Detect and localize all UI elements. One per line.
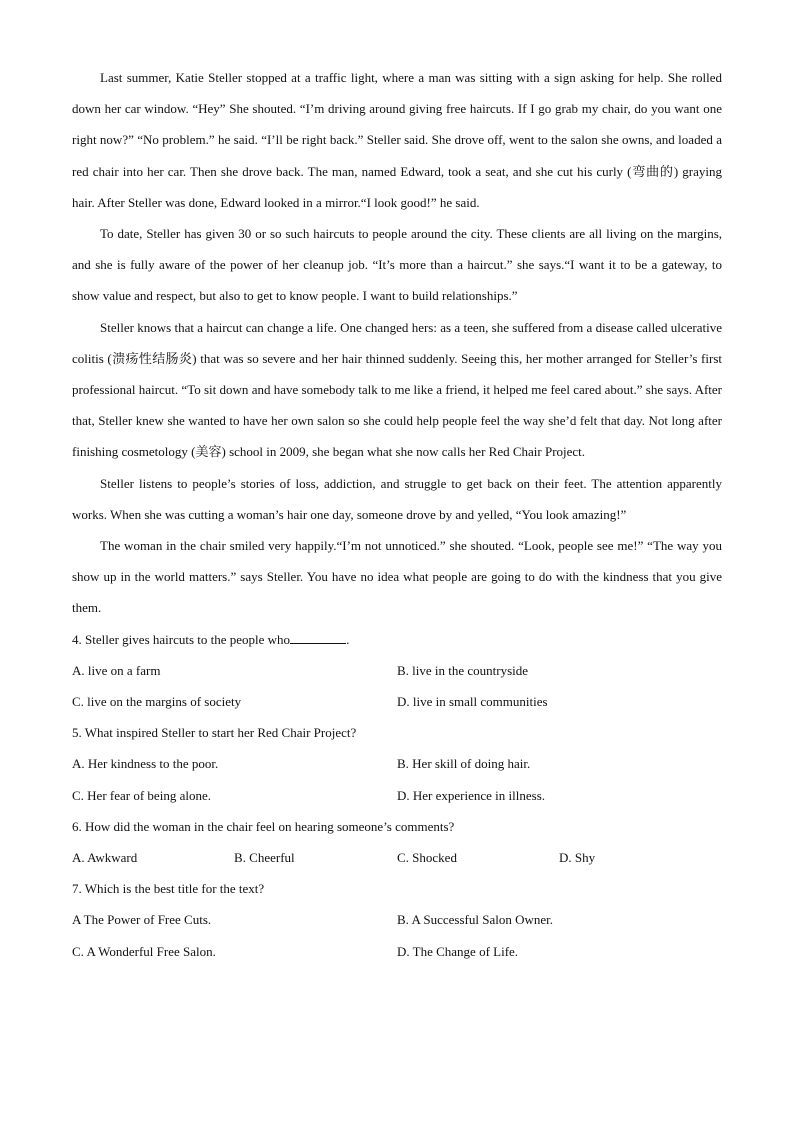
question-stem-end: .: [346, 631, 350, 647]
question-stem: [72, 624, 722, 655]
option-grid: [72, 655, 722, 717]
question-6: [72, 811, 722, 873]
option-d: D. The Change of Life.: [397, 943, 519, 959]
passage-paragraph-3: Steller knows that a haircut can change a life. One changed hers: as a teen, she suffered from a disease called ulcerative colitis (溃疡性结肠炎) that was so severe and her hair thinned suddenly. Seeing this, her mother arranged for Steller’s first professional haircut. “To sit down and have somebody talk to me like a friend, it helped me feel cared about.” she says. After that, Steller knew she wanted to have her own salon so she could help people feel the way she’d felt that day. Not long after finishing cosmetology (美容) school in 2009, she began what she now calls her Red Chair Project.: [72, 319, 722, 460]
option-b: B. Her skill of doing hair.: [397, 756, 531, 772]
option-b: B. live in the countryside: [397, 662, 529, 678]
option-c: C. A Wonderful Free Salon.: [72, 943, 216, 959]
option-a: A. Awkward: [72, 850, 138, 866]
option-c: C. Shocked: [397, 850, 457, 866]
question-stem: 7. Which is the best title for the text?: [72, 881, 265, 897]
option-a: A The Power of Free Cuts.: [72, 912, 212, 928]
option-d: D. live in small communities: [397, 694, 548, 710]
question-stem: 5. What inspired Steller to start her Red Chair Project?: [72, 725, 357, 741]
question-stem: 6. How did the woman in the chair feel on hearing someone’s comments?: [72, 818, 455, 834]
passage-paragraph-4: Steller listens to people’s stories of loss, addiction, and struggle to get back on their feet. The attention apparently works. When she was cutting a woman’s hair one day, someone drove by and yelled, “You look amazing!”: [72, 475, 722, 522]
option-a: A. Her kindness to the poor.: [72, 756, 219, 772]
question-4: [72, 624, 722, 718]
passage-paragraph-2: To date, Steller has given 30 or so such haircuts to people around the city. These clients are all living on the margins, and she is fully aware of the power of her cleanup job. “It’s more than a haircut.” she says.“I want it to be a gateway, to show value and respect, but also to get to know people. I want to build relationships.”: [72, 226, 722, 304]
option-grid: [72, 748, 722, 810]
option-grid: [72, 904, 722, 966]
option-row: [72, 842, 722, 873]
option-c: C. live on the margins of society: [72, 694, 242, 710]
passage-paragraph-5: The woman in the chair smiled very happily.“I’m not unnoticed.” she shouted. “Look, people see me!” “The way you show up in the world matters.” says Steller. You have no idea what people are going to do with the kindness that you give them.: [72, 538, 722, 616]
passage-paragraph-1: Last summer, Katie Steller stopped at a traffic light, where a man was sitting with a sign asking for help. She rolled down her car window. “Hey” She shouted. “I’m driving around giving free haircuts. If I go grab my chair, do you want one right now?” “No problem.” he said. “I’ll be right back.” Steller said. She drove off, went to the salon she owns, and loaded a red chair into her car. Then she drove back. The man, named Edward, took a seat, and she cut his curly (弯曲的) graying hair. After Steller was done, Edward looked in a mirror.“I look good!” he said.: [72, 70, 722, 210]
option-b: B. A Successful Salon Owner.: [397, 912, 553, 928]
question-7: [72, 873, 722, 967]
question-5: [72, 717, 722, 811]
reading-passage: [72, 62, 722, 624]
option-d: D. Shy: [559, 850, 596, 866]
option-d: D. Her experience in illness.: [397, 787, 546, 803]
option-b: B. Cheerful: [234, 850, 295, 866]
option-a: A. live on a farm: [72, 662, 161, 678]
question-stem-text: 4. Steller gives haircuts to the people who: [72, 631, 291, 647]
option-c: C. Her fear of being alone.: [72, 787, 211, 803]
answer-blank: [290, 631, 346, 644]
